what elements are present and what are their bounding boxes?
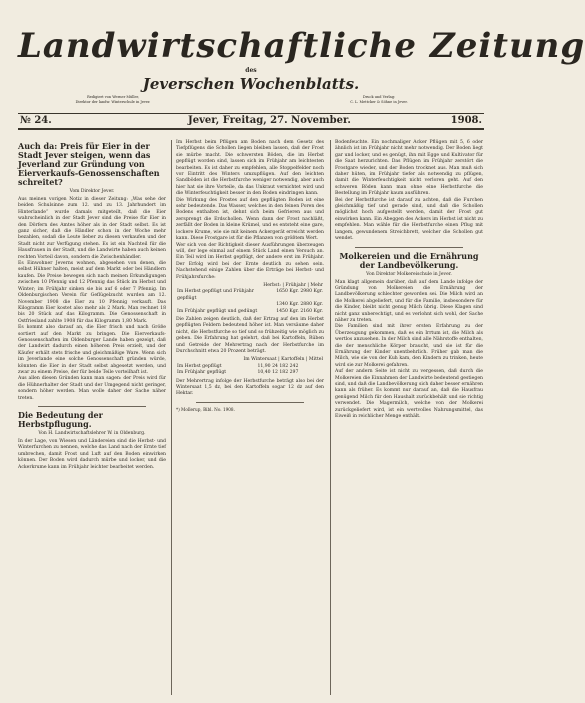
article-paragraph: Die Familien sind mit ihrer ersten Erfahrung zu der Überzeugung gekommen, daß es ein Irrtum ist, die Milch als wertlos anzusehen. In der Milch sind alle Nährstoffe enthalten, die der menschliche Körper braucht, und sie ist für die Ernährung der Kinder unentbehrlich. Früher gab man die Milch, wie sie von der Kuh kam, den Kindern zu trinken, heute wird sie zur Molkerei gefahren. — [335, 324, 483, 368]
article-paragraph: Es Einwohner Jeverns wohnen, abgesehen von denen, die selbst Hühner halten, meist auf dem Markt oder bei Händlern kaufen. Die Preise bewegen sich nach meinen Erkundigungen zwischen 10 Pfennig und 12 Pfennig das Stück im Herbst und Winter; im Frühjahr sinken sie bis auf 6 oder 7 Pfennig. Im Oldenburgischen Verein für Geflügelzucht wurden am 12. November 1908 die Eier zu 10 Pfennig verkauft. Das Kilogramm Eier kostet also mehr als 2 Mark. Man rechnet 18 bis 20 Stück auf das Kilogramm. Die Genossenschaft in Ostfriesland zahlte 1908 für das Kilogramm 1,80 Mark. — [18, 261, 166, 324]
article-paragraph: Die Wirkung des Frostes auf den gepflügten Boden ist eine sehr bedeutende. Das Wasser, welches in den feinen Poren des Bodens enthalten ist, dehnt sich beim Gefrieren aus und zersprengt die Erdschollen. Wenn dann der Frost nachläßt, zerfällt der Boden in kleine Krümel, und es entsteht eine gare, lockere Krume, wie sie mit keinem Ackergerät erreicht werden kann. Diese Frostgare ist für die Pflanzen von größtem Wert. — [176, 197, 324, 242]
table-cell: 10,40 12 182 297 — [257, 370, 299, 376]
article-paragraph: Auf der andern Seite ist nicht zu vergessen, daß durch die Molkereien die Einnahmen der Landwirte bedeutend gestiegen sind, und daß die Landbevölkerung sich daher besser ernähren kann als früher. Es kommt nur darauf an, daß die Hausfrau genügend Milch für den Haushalt zurückbehält und sie richtig verwendet. Die Magermilch, welche von der Molkerei zurückgeliefert wird, ist ein wertvolles Nahrungsmittel, das Eiweiß in reichlicher Menge enthält. — [335, 369, 483, 420]
masthead-subtitle: Jeverschen Wochenblatts. — [142, 75, 360, 93]
article-paragraph: Bodenfeuchte. Ein nochmaliger Acker Pflügen mit 5, 6 oder ähnlich ist im Frühjahr nicht mehr notwendig. Der Boden liegt gar und locker, und es genügt, ihn mit Egge und Kultivator für die Saat herzurichten. Das Pflügen im Frühjahr zerstört die Frostgare wieder, und der Boden trocknet aus. Man muß sich daher hüten, im Frühjahr tiefer als notwendig zu pflügen, damit die Winterfeuchtigkeit nicht verloren geht. Auf den schweren Böden kann man ohne eine Herbstfurche die Bestellung im Frühjahr kaum ausführen. — [335, 140, 483, 197]
masthead-meta — [18, 93, 484, 113]
editor-note: Redigiert von Werner Müller, Direktor der landw. Winterschule in Jever. — [75, 95, 151, 104]
masthead-title: Landwirtschaftliche Zeitung — [18, 26, 585, 66]
article-paragraph: Aus meinen vorigen Notiz in dieser Zeitung: „Was sehe der beiden Schulsinne zum 12. und zu 13. Jahrhundert im Hinterlande“ wurde damals mitgeteilt, daß die Eier wahrscheinlich in der Stadt Jever sind die Preise für Eier in den Dörfern des Amtes höher als in der Stadt selbst. Es ist ganz sicher, daß die Händler schon in der Woche mehr bezahlen, sodaß die Leute lieber zu diesen verkaufen und der Stadt nicht zur Verfügung stehen. Es ist ein Nachteil für die Hausfrauen in der Stadt, und die Landwirte haben auch keinen rechten Vorteil davon, sondern die Zwischenhändler. — [18, 197, 166, 260]
article-heading: Auch da: Preis für Eier in der Stadt Jever steigen, wenn das Jeverland zur Gründung von Eierverkaufs-Genossenschaften schreitet? — [18, 141, 160, 187]
article-paragraph: Man klagt allgemein darüber, daß auf dem Lande infolge der Gründung von Molkereien die Ernährung der Landbevölkerung schlechter geworden sei. Die Milch wird an die Molkerei abgeliefert, und für die Familie, insbesondere für die Kinder, bleibt nicht genug Milch übrig. Diese Klagen sind nicht ganz unberechtigt, und es verlohnt sich wohl, der Sache näher zu treten. — [335, 279, 483, 323]
article-byline: Von H. Landwirtschaftslehrer W. in Oldenburg. — [38, 431, 146, 436]
article-byline: Von Direktor Molkereischule in Jever. — [366, 271, 452, 277]
table-cell: 11,90 24 182 242 — [257, 363, 299, 369]
article-paragraph: Der Mehrertrag infolge der Herbstfurche beträgt also bei der Wintersaat 1,5 dz, bei den Kartoffeln sogar 12 dz auf den Hektar. — [176, 378, 324, 397]
newspaper-page — [18, 12, 585, 697]
issue-year: 1908. — [450, 115, 482, 126]
table-cell: Im Frühjahr gepflügt — [177, 370, 227, 376]
issue-date: Jever, Freitag, 27. November. — [188, 115, 351, 126]
table-cell: Im Herbst gepflügt — [177, 363, 222, 369]
article-paragraph: Aus allen diesen Gründen kann man sagen: der Preis wird für die Hühnerhalter der Stadt und der Umgegend nicht geringer, sondern höher werden. Man wolle daher der Sache näher treten. — [18, 376, 166, 401]
table-header: Im Wintersaat | Kartoffeln | Mittel — [243, 357, 323, 363]
article-byline: Vom Direktor Jever. — [69, 189, 115, 194]
masthead-des: des — [245, 67, 257, 74]
table-cell: 1450 Kgr. 2160 Kgr. — [276, 308, 323, 314]
article-paragraph: In der Lage, von Wiesen und Ländereien sind die Herbst- und Winterfurchen zu nennen, welche das Land nach der Ernte tief umbrechen, damit Frost und Luft auf den Boden einwirken können. Der Boden wird dadurch mürbe und locker, und die Ackerkrume kann im Frühjahr leichter bearbeitet werden. — [18, 439, 166, 470]
table-cell: Im Frühjahr gepflügt und gedüngt — [177, 308, 258, 314]
article-paragraph: Die Zahlen zeigen deutlich, daß der Ertrag auf den im Herbst gepflügten Feldern bedeutend höher ist. Man versäume daher nicht, die Herbstfurche so tief und so frühzeitig wie möglich zu geben. Die Erfahrung hat gelehrt, daß bei Kartoffeln, Rüben und Getreide der Mehrertrag nach der Herbstfurche im Durchschnitt etwa 20 Prozent beträgt. — [176, 316, 324, 354]
publisher-note: Druck und Verlag: C. L. Mettcker & Söhne in Jever. — [350, 95, 408, 104]
table-header: Herbst: | Frühjahr | Mehr — [263, 282, 323, 288]
article-paragraph: Bei der Herbstfurche ist darauf zu achten, daß die Furchen gleichmäßig tief und gerade sind, und daß die Schollen möglichst hoch aufgestellt werden, damit der Frost gut einwirken kann. Ein Abeggen des Ackers im Herbst ist nicht zu empfehlen. Man wähle für die Herbstfurche einen Pflug mit langem, gewundenem Streichbrett, welcher die Schollen gut wendet. — [335, 197, 483, 242]
article-heading: Die Bedeutung der Herbstpflugung. — [18, 410, 103, 429]
article-paragraph: Im Herbst beim Pflügen am Boden nach dem Gesetz des Tiefpflügens die Schollen liegen bleiben lassen, daß der Frost sie mürbe macht. Die schwersten Böden, die im Herbst gepflügt worden sind, lassen sich im Frühjahr am leichtesten bearbeiten. Es ist daher zu empfehlen, alle Stoppelfelder noch vor Eintritt des Winters umzupflügen. Auf den leichten Sandböden ist die Herbstfurche weniger notwendig, aber auch hier hat sie ihre Vorteile, da das Unkraut vernichtet wird und die Winterfeuchtigkeit besser in den Boden eindringen kann. — [176, 140, 324, 197]
table-cell: 1340 Kgr. 2880 Kgr. — [276, 302, 323, 308]
article-paragraph: Wer sich von der Richtigkeit dieser Ausführungen überzeugen will, der lege einmal auf einem Stück Land einen Versuch an. Ein Teil wird im Herbst gepflügt, der andere erst im Frühjahr. Der Erfolg wird bei der Ernte deutlich zu sehen sein. Nachstehend einige Zahlen über die Erträge bei Herbst- und Frühjahrsfurche: — [176, 242, 324, 280]
issue-number: № 24. — [20, 115, 52, 126]
table-cell: 1650 Kgr. 2980 Kgr. — [276, 289, 323, 295]
article-heading: Molkereien und die Ernährung der Landbevölkerung. — [339, 250, 479, 270]
article-paragraph: Es kommt also darauf an, die Eier frisch und nach Größe sortiert auf den Markt zu bringen. Die Eierverkaufs-Genossenschaften im Oldenburger Lande haben gezeigt, daß der Landwirt dadurch einen höheren Preis erzielt, und der Käufer erhält stets frische und gleichmäßige Ware. Wenn sich im Jeverlande eine solche Genossenschaft gründen würde, könnten die Eier in der Stadt selbst abgesetzt werden, und zwar zu einem Preise, der für beide Teile vorteilhaft ist. — [18, 325, 166, 375]
masthead — [18, 26, 585, 93]
table-cell: Im Herbst gepflügt und Frühjahr gepflügt — [177, 289, 254, 301]
footnote: *) Mollerup, Bibl. No. 1908. — [176, 406, 235, 412]
dateline — [18, 113, 484, 130]
